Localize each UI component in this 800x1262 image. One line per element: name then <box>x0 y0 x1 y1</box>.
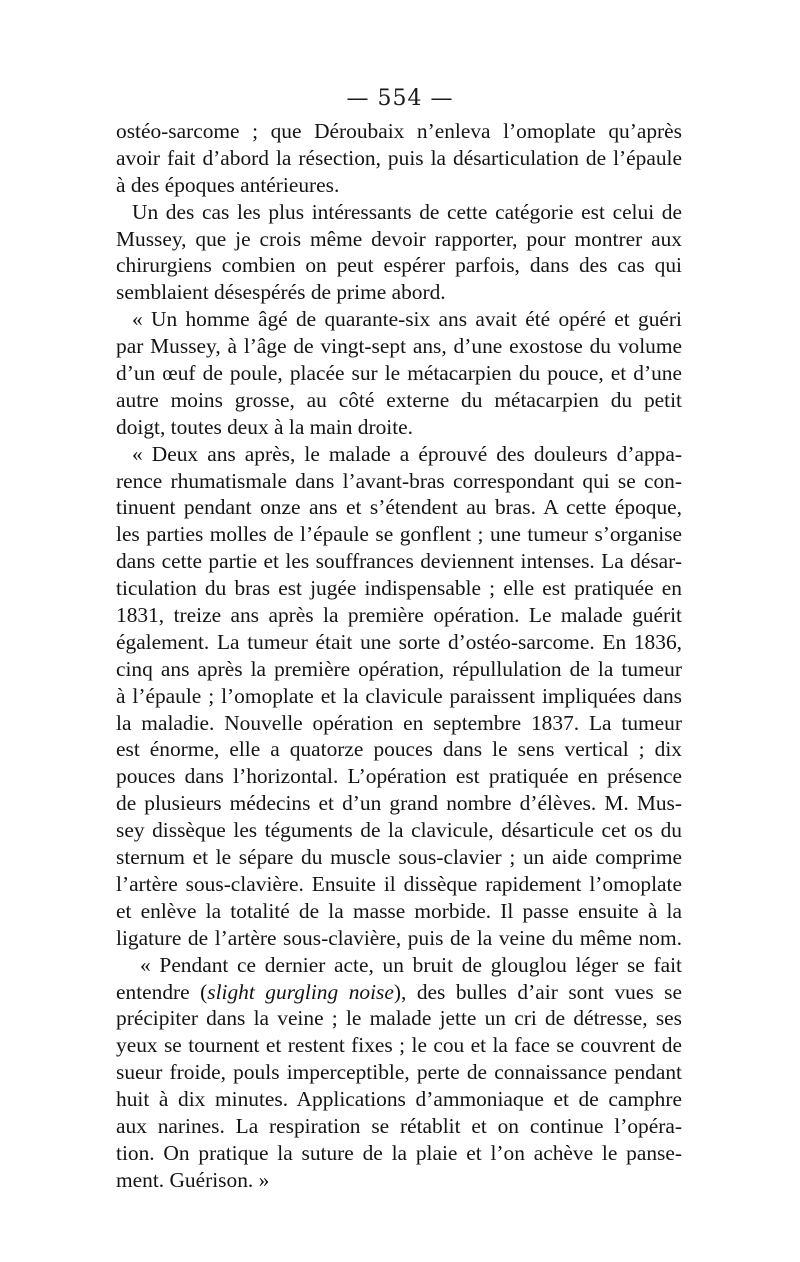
text-line-with-italic <box>116 979 682 1006</box>
text-line: et enlève la totalité de la masse morbide. Il passe ensuite à la <box>116 898 682 923</box>
italic-phrase: slight gurgling noise <box>207 979 394 1004</box>
text-line: ostéo-sarcome ; que Déroubaix n’enleva l’omoplate qu’après <box>116 119 682 143</box>
text-line: sueur froide, pouls imperceptible, perte de connaissance pendant <box>116 1060 682 1085</box>
text-line: par Mussey, à l’âge de vingt-sept ans, d’une exostose du volume <box>116 334 682 359</box>
page-number: — 554 — <box>346 86 454 111</box>
text-line: à l’épaule ; l’omoplate et la clavicule paraissent impliquées dans <box>116 683 682 708</box>
text-line: Un des cas les plus intéressants de cette catégorie est celui de <box>132 199 682 224</box>
text-line: huit à dix minutes. Applications d’ammoniaque et de camphre <box>116 1087 682 1112</box>
text-line: ticulation du bras est jugée indispensable ; elle est pratiquée en <box>116 576 682 601</box>
text-line: d’un œuf de poule, placée sur le métacarpien du pouce, et d’une <box>116 361 682 386</box>
text-line: l’artère sous-clavière. Ensuite il dissèque rapidement l’omoplate <box>116 871 682 896</box>
text-line: chirurgiens combien on peut espérer parfois, dans des cas qui <box>116 253 682 278</box>
text-line: ment. Guérison. » <box>116 1167 270 1192</box>
text-line: ligature de l’artère sous-clavière, puis de la veine du même nom. <box>116 925 682 950</box>
text-line: rence rhumatismale dans l’avant-bras correspondant qui se con- <box>116 468 682 493</box>
text-line: yeux se tournent et restent fixes ; le cou et la face se couvrent de <box>116 1033 682 1058</box>
text-line: cinq ans après la première opération, répullulation de la tumeur <box>116 656 682 681</box>
text-line: 1831, treize ans après la première opération. Le malade guérit <box>116 603 682 628</box>
text-line: de plusieurs médecins et d’un grand nombre d’élèves. M. Mus- <box>116 791 682 816</box>
text-line: les parties molles de l’épaule se gonflent ; une tumeur s’organise <box>116 522 682 547</box>
text-line: aux narines. La respiration se rétablit et on continue l’opéra- <box>116 1113 682 1138</box>
text-line: dans cette partie et les souffrances deviennent intenses. La désar- <box>116 549 682 574</box>
text-line: avoir fait d’abord la résection, puis la désarticulation de l’épaule <box>116 145 682 170</box>
text-line: « Deux ans après, le malade a éprouvé des douleurs d’appa- <box>132 441 682 466</box>
text-line: à des époques antérieures. <box>116 172 340 197</box>
text-line: également. La tumeur était une sorte d’ostéo-sarcome. En 1836, <box>116 629 682 654</box>
text-fragment: ), des bulles d’air sont vues se <box>393 979 682 1004</box>
text-line: tinuent pendant onze ans et s’étendent au bras. A cette époque, <box>116 495 682 520</box>
text-line: est énorme, elle a quatorze pouces dans le sens vertical ; dix <box>116 737 682 762</box>
text-line: sternum et le sépare du muscle sous-clavier ; un aide comprime <box>116 845 682 870</box>
text-line: « Un homme âgé de quarante-six ans avait été opéré et guéri <box>132 307 682 332</box>
text-line: pouces dans l’horizontal. L’opération est pratiquée en présence <box>116 764 682 789</box>
text-line: semblaient désespérés de prime abord. <box>116 280 446 305</box>
text-line: tion. On pratique la suture de la plaie et l’on achève le panse- <box>116 1140 682 1165</box>
text-line: la maladie. Nouvelle opération en septembre 1837. La tumeur <box>116 710 682 735</box>
text-line: « Pendant ce dernier acte, un bruit de glouglou léger se fait <box>140 952 682 977</box>
text-fragment: entendre ( <box>116 979 208 1004</box>
text-line: sey dissèque les téguments de la clavicule, désarticule cet os du <box>116 818 682 843</box>
text-line: précipiter dans la veine ; le malade jette un cri de détresse, ses <box>116 1006 682 1031</box>
text-line: doigt, toutes deux à la main droite. <box>116 414 414 439</box>
text-line: autre moins grosse, au côté externe du métacarpien du petit <box>116 387 682 412</box>
text-line: Mussey, que je crois même devoir rapporter, pour montrer aux <box>116 226 682 251</box>
body-text <box>116 118 682 1194</box>
